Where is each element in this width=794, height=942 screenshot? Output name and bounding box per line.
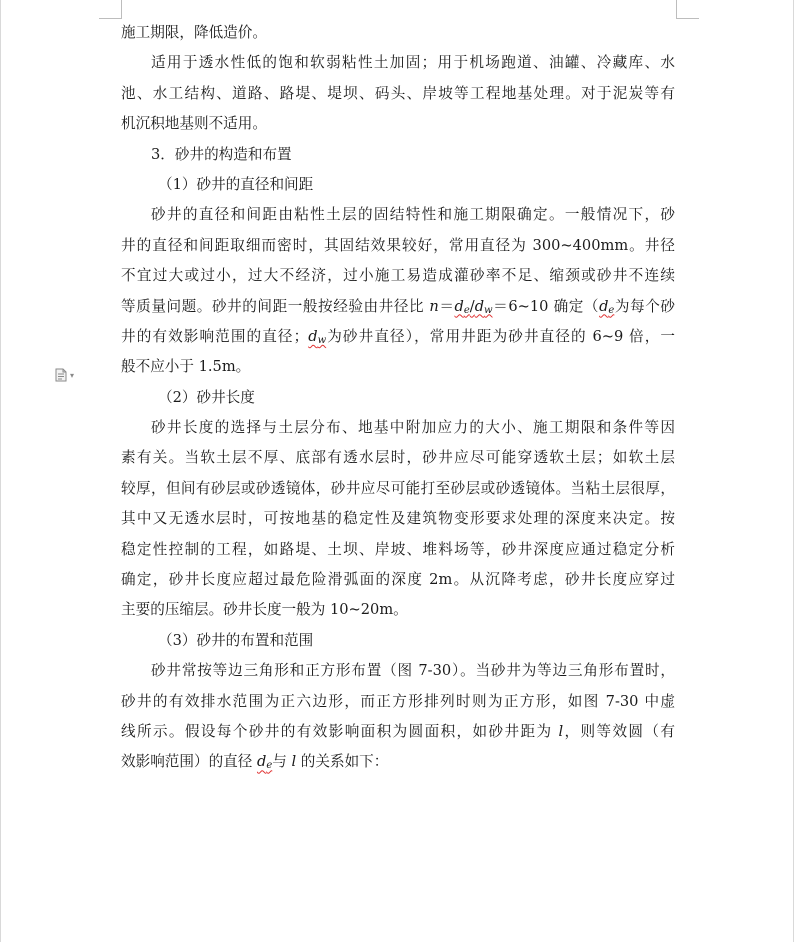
text-run: 等质量问题。砂井的间距一般按经验由井径比 [121,297,430,315]
text-run: 为砂井直径），常用井距为砂井直径的 6~9 倍，一 [326,327,675,345]
paragraph-line: 池、水工结构、道路、路堤、堤坝、码头、岸坡等工程地基处理。对于泥炭等有 [121,84,675,102]
paragraph-line: 般不应小于 1.5m。 [121,358,251,376]
variable-de [455,298,470,315]
paragraph-line: 施工期限，降低造价。 [121,24,267,41]
text-run: 线所示。假设每个砂井的有效影响面积为圆面积，如砂井距为 [121,722,559,740]
document-body [121,18,675,778]
text-run: 与 [272,753,292,771]
variable-letter: d [599,297,609,315]
chevron-down-icon: ▾ [70,370,75,380]
paragraph-line-formula [121,717,675,747]
paragraph-line: 稳定性控制的工程，如路堤、土坝、岸坡、堆料场等，砂井深度应通过稳定分析 [121,540,675,558]
text-run: ，则等效圆（有 [563,722,675,740]
variable-dw [475,298,493,315]
variable-letter: d [308,327,318,345]
text-run: 效影响范围）的直径 [121,753,257,771]
text-run: ＝6~10 确定（ [492,297,600,315]
subscript: e [463,304,470,316]
crop-mark-top-left [99,0,122,19]
paragraph-line-formula [121,747,675,777]
paragraph-line-formula [121,292,675,322]
crop-mark-top-right [676,0,699,19]
variable-l: l [558,722,564,740]
paragraph-line: 确定，砂井长度应超过最危险滑弧面的深度 2m。从沉降考虑，砂井长度应穿过 [121,571,675,589]
paragraph-line: 不宜过大或过小，过大不经济，过小施工易造成灌砂率不足、缩颈或砂井不连续 [121,267,675,285]
variable-dw [308,328,326,345]
paragraph-line: 砂井常按等边三角形和正方形布置（图 7-30）。当砂井为等边三角形布置时， [151,662,675,680]
document-comment-icon [55,368,67,382]
paragraph-line-formula [121,322,675,352]
subscript: e [608,304,615,316]
paragraph-line: 砂井的直径和间距由粘性土层的固结特性和施工期限确定。一般情况下，砂 [151,206,675,224]
text-run: / [469,297,475,315]
text-run: ＝ [438,297,455,315]
variable-letter: d [256,753,267,771]
paragraph-line: 井的直径和间距取细而密时，其固结效果较好，常用直径为 300~400mm。井径 [121,236,675,254]
paragraph-line: 机沉积地基则不适用。 [121,115,267,133]
subsection-heading: （2）砂井长度 [158,388,255,406]
section-heading: 3．砂井的构造和布置 [151,145,292,163]
text-run: 的关系如下： [296,753,389,771]
variable-letter: d [454,297,464,315]
variable-letter: d [474,297,485,315]
paragraph-line: 较厚，但间有砂层或砂透镜体，砂井应尽可能打至砂层或砂透镜体。当粘土层很厚， [121,479,675,497]
text-run: 为每个砂 [614,297,675,315]
paragraph-line: 主要的压缩层。砂井长度一般为 10~20m。 [121,601,408,619]
subscript: w [484,304,493,316]
paragraph-line: 砂井长度的选择与土层分布、地基中附加应力的大小、施工期限和条件等因 [151,419,675,437]
paragraph-line: 其中又无透水层时，可按地基的稳定性及建筑物变形要求处理的深度来决定。按 [121,510,675,528]
paragraph-line: 素有关。当软土层不厚、底部有透水层时，砂井应尽可能穿透软土层；如软土层 [121,449,675,467]
paragraph-line: 适用于透水性低的饱和软弱粘性土加固；用于机场跑道、油罐、冷藏库、水 [151,54,675,72]
page-edge-left [0,0,1,942]
variable-n: n [429,297,439,315]
paragraph-line: 砂井的有效排水范围为正六边形，而正方形排列时则为正方形，如图 7-30 中虚 [121,692,675,710]
text-run: 井的有效影响范围的直径； [121,327,309,345]
variable-de [257,753,272,770]
subsection-heading: （1）砂井的直径和间距 [158,175,314,193]
variable-l: l [291,753,297,771]
margin-document-menu[interactable] [55,368,74,382]
subscript: w [317,334,327,346]
subscript: e [266,760,273,772]
variable-de [599,298,614,315]
subsection-heading: （3）砂井的布置和范围 [158,631,314,649]
